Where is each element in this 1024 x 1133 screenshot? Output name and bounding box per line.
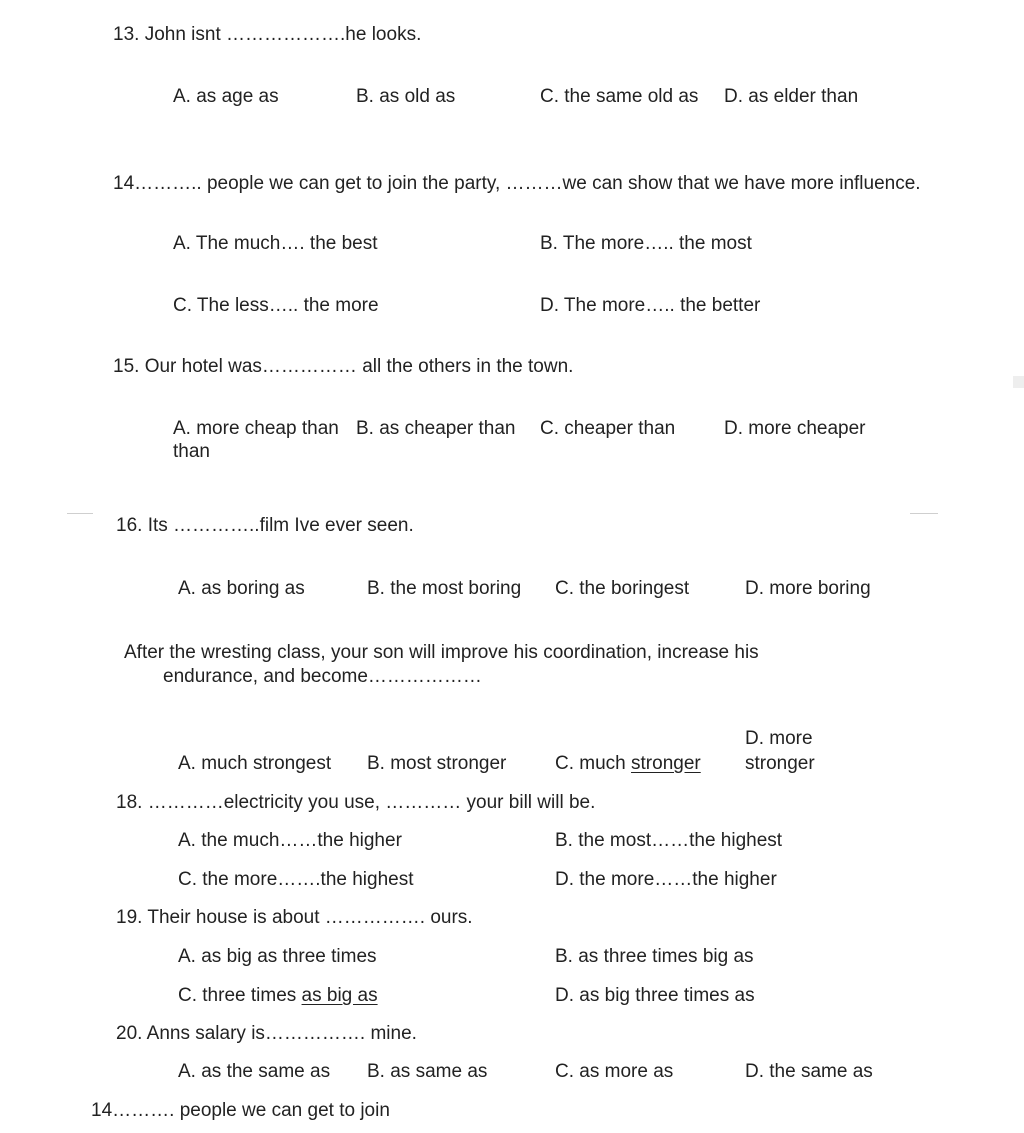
question-16-option-a: A. as boring as: [178, 578, 305, 599]
question-16-option-c: C. the boringest: [555, 578, 690, 599]
question-14-repeat-stem: 14………. people we can get to join: [91, 1100, 390, 1121]
question-15-option-a: A. more cheap than: [173, 418, 339, 439]
question-15-option-c: C. cheaper than: [540, 418, 676, 439]
question-18-option-b: B. the most……the highest: [555, 830, 783, 851]
question-18-option-c: C. the more…….the highest: [178, 869, 414, 890]
question-19-option-c-prefix: C. three times: [178, 985, 302, 1006]
question-16-option-d: D. more boring: [745, 578, 871, 599]
margin-mark-left: [67, 513, 93, 514]
question-18-option-a: A. the much……the higher: [178, 830, 402, 851]
question-17-option-b: B. most stronger: [367, 753, 507, 774]
question-17-option-c-underlined: stronger: [631, 753, 701, 774]
question-13-stem: 13. John isnt ……………….he looks.: [113, 24, 422, 45]
question-15-option-d: D. more cheaper: [724, 418, 866, 439]
question-20-option-b: B. as same as: [367, 1061, 488, 1082]
question-15-option-a-continuation: than: [173, 441, 210, 462]
question-17-option-a: A. much strongest: [178, 753, 332, 774]
question-20-option-a: A. as the same as: [178, 1061, 331, 1082]
question-14-option-c: C. The less….. the more: [173, 295, 379, 316]
question-19-option-a: A. as big as three times: [178, 946, 377, 967]
question-19-stem: 19. Their house is about ……………. ours.: [116, 907, 473, 928]
question-20-option-c: C. as more as: [555, 1061, 674, 1082]
question-20-stem: 20. Anns salary is……………. mine.: [116, 1023, 417, 1044]
question-14-option-a: A. The much…. the best: [173, 233, 378, 254]
question-14-option-b: B. The more….. the most: [540, 233, 752, 254]
question-16-stem: 16. Its …………..film Ive ever seen.: [116, 515, 414, 536]
question-17-option-d-line1: D. more: [745, 728, 813, 749]
question-18-option-d: D. the more……the higher: [555, 869, 777, 890]
question-19-option-c-underlined: as big as: [301, 985, 378, 1006]
question-13-option-d: D. as elder than: [724, 86, 859, 107]
question-19-option-d: D. as big three times as: [555, 985, 755, 1006]
question-20-option-d: D. the same as: [745, 1061, 873, 1082]
question-17-stem-line1: After the wresting class, your son will improve his coordination, increase his: [124, 642, 759, 663]
question-19-option-c: [178, 984, 378, 1007]
question-17-option-c-prefix: C. much: [555, 753, 632, 774]
scroll-marker: [1013, 376, 1024, 388]
question-19-option-b: B. as three times big as: [555, 946, 754, 967]
question-16-option-b: B. the most boring: [367, 578, 522, 599]
question-14-option-d: D. The more….. the better: [540, 295, 761, 316]
question-13-option-c: C. the same old as: [540, 86, 699, 107]
margin-mark-right: [910, 513, 938, 514]
question-17-stem-line2: endurance, and become………………: [163, 666, 482, 687]
question-13-option-a: A. as age as: [173, 86, 279, 107]
question-15-stem: 15. Our hotel was…………… all the others in the town.: [113, 356, 574, 377]
question-18-stem: 18. …………electricity you use, ………… your bill will be.: [116, 792, 596, 813]
question-14-stem: 14……….. people we can get to join the party, ………we can show that we have more influence.: [113, 173, 921, 194]
question-17-option-c: [555, 752, 701, 775]
question-13-option-b: B. as old as: [356, 86, 456, 107]
question-15-option-b: B. as cheaper than: [356, 418, 516, 439]
question-17-option-d-line2: stronger: [745, 753, 815, 774]
